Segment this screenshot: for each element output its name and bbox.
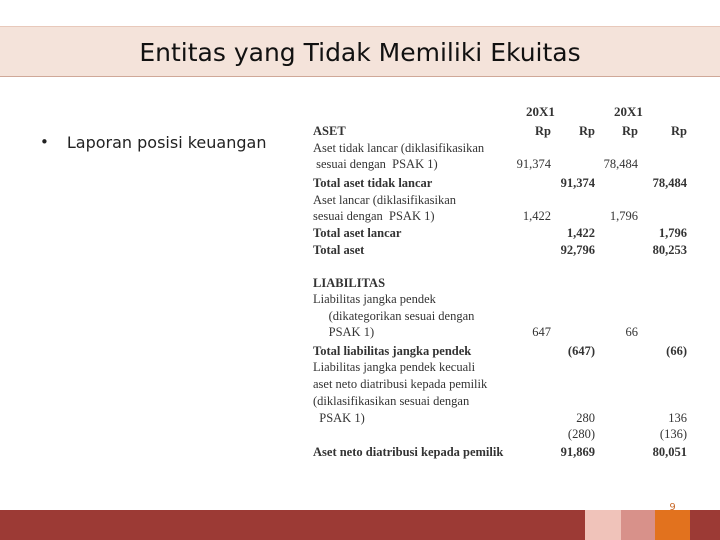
table-row xyxy=(305,192,697,208)
row-label: (dikategorikan sesuai dengan xyxy=(313,309,475,323)
table-row xyxy=(305,343,697,359)
footer-accent-dark xyxy=(690,510,720,540)
row-label: sesuai dengan PSAK 1) xyxy=(313,157,438,171)
footer-accent-light xyxy=(585,510,621,540)
table-row xyxy=(305,291,697,307)
row-value: 1,422 xyxy=(566,226,595,240)
row-label: Total aset lancar xyxy=(313,226,402,240)
year-header-2: 20X1 xyxy=(614,104,643,119)
row-value: 280 xyxy=(576,411,595,425)
row-value: 91,869 xyxy=(560,445,595,459)
table-row xyxy=(305,426,697,442)
row-label: Total liabilitas jangka pendek xyxy=(313,344,472,358)
year-header-1: 20X1 xyxy=(526,104,555,119)
row-label: ASET xyxy=(313,124,346,138)
row-value: 80,051 xyxy=(652,445,687,459)
row-value: 647 xyxy=(532,325,551,339)
row-label: Total aset xyxy=(313,243,365,257)
row-label: Total aset tidak lancar xyxy=(313,176,433,190)
table-row xyxy=(305,225,697,241)
row-label: aset neto diatribusi kepada pemilik xyxy=(313,377,488,391)
table-row xyxy=(305,359,697,375)
row-value: 91,374 xyxy=(560,176,595,190)
row-value: 78,484 xyxy=(603,157,638,171)
table-row xyxy=(305,324,697,340)
bullet-dot-icon: • xyxy=(40,133,49,151)
table-row xyxy=(305,175,697,191)
row-label: LIABILITAS xyxy=(313,276,386,290)
row-value: 91,374 xyxy=(516,157,551,171)
row-value: 1,796 xyxy=(609,209,638,223)
bullet-text: Laporan posisi keuangan xyxy=(66,133,267,152)
currency-header: Rp xyxy=(622,124,638,138)
table-row xyxy=(305,208,697,224)
top-strip xyxy=(0,0,720,26)
slide-title: Entitas yang Tidak Memiliki Ekuitas xyxy=(139,38,581,67)
table-row xyxy=(305,308,697,324)
table-row xyxy=(305,123,697,139)
table-row xyxy=(305,410,697,426)
row-label: Aset neto diatribusi kepada pemilik xyxy=(313,445,504,459)
footer-accent-mid xyxy=(621,510,655,540)
page-number: 9 xyxy=(669,502,676,513)
row-value: 66 xyxy=(625,325,638,339)
row-value: 80,253 xyxy=(652,243,687,257)
row-value: 1,422 xyxy=(522,209,551,223)
row-value: (280) xyxy=(567,427,595,441)
table-row xyxy=(305,444,697,460)
row-label: Aset lancar (diklasifikasikan xyxy=(313,193,457,207)
footer-accent-orange xyxy=(655,510,690,540)
financial-position-table xyxy=(305,104,697,464)
table-row xyxy=(305,242,697,258)
currency-header: Rp xyxy=(579,124,595,138)
currency-header: Rp xyxy=(535,124,551,138)
table-row xyxy=(305,393,697,409)
currency-header: Rp xyxy=(671,124,687,138)
row-label: Liabilitas jangka pendek xyxy=(313,292,436,306)
row-value: (136) xyxy=(659,427,687,441)
row-label: PSAK 1) xyxy=(313,325,375,339)
title-band xyxy=(0,26,720,77)
footer-bar xyxy=(0,510,585,540)
table-row xyxy=(305,275,697,291)
row-label: (diklasifikasikan sesuai dengan xyxy=(313,394,470,408)
row-label: sesuai dengan PSAK 1) xyxy=(313,209,435,223)
row-value: 1,796 xyxy=(658,226,687,240)
row-value: (647) xyxy=(567,344,595,358)
table-row xyxy=(305,140,697,156)
row-value: 136 xyxy=(668,411,687,425)
row-label: PSAK 1) xyxy=(313,411,365,425)
row-value: (66) xyxy=(666,344,687,358)
row-label: Aset tidak lancar (diklasifikasikan xyxy=(313,141,485,155)
bullet-item xyxy=(40,133,266,152)
table-row xyxy=(305,156,697,172)
table-row xyxy=(305,376,697,392)
row-value: 92,796 xyxy=(560,243,595,257)
row-label: Liabilitas jangka pendek kecuali xyxy=(313,360,476,374)
row-value: 78,484 xyxy=(652,176,687,190)
